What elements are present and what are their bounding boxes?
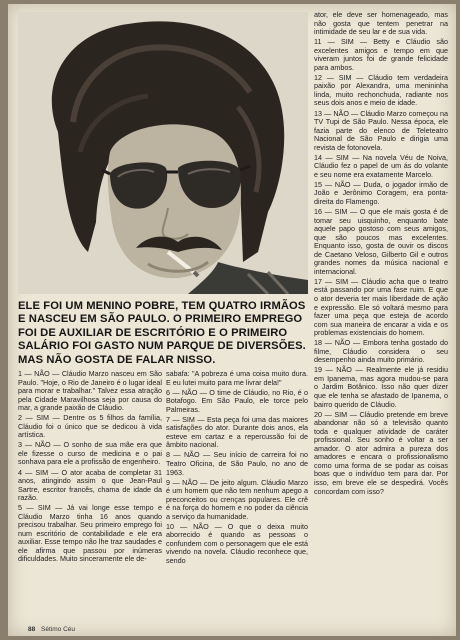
answer-paragraph: 15 — NÃO — Duda, o jogador irmão de João e Jerônimo Coragem, era ponta-direita do Flamengo. xyxy=(314,179,448,206)
answer-paragraph: sabafa: "A pobreza é uma coisa muito dura. E eu lutei muito para me livrar dela!" xyxy=(166,369,308,387)
answer-paragraph: 3 — NÃO — O sonho de sua mãe era que ele fizesse o curso de medicina e o pai sonhava para ele a profissão de engenheiro. xyxy=(18,440,162,467)
answer-paragraph: 8 — NÃO — Seu início de carreira foi no Teatro Oficina, de São Paulo, no ano de 1963. xyxy=(166,450,308,477)
answer-paragraph: 18 — NÃO — Embora tenha gostado do filme, Cláudio considera o seu desempenho ainda muito primário. xyxy=(314,338,448,365)
magazine-page xyxy=(8,4,456,636)
page-number: 88 xyxy=(28,626,36,633)
answer-paragraph: 14 — SIM — Na novela Véu de Noiva, Cláudio fez o papel de um ás do volante e seu nome era exatamente Marcelo. xyxy=(314,152,448,179)
answer-paragraph: 5 — SIM — Já vai longe esse tempo e Cláudio Marzo tinha 16 anos quando precisou trabalhar. Seu primeiro emprego foi num escritório de contabilidade e ele era auxiliar. Esse tempo não lhe traz saudades e ele afirma que passou por inúmeras dificuldades. Muito sinceramente ele de- xyxy=(18,503,162,564)
text-column-left xyxy=(18,370,162,566)
magazine-name: Sétimo Céu xyxy=(41,626,76,633)
portrait-photo xyxy=(18,12,308,294)
answer-paragraph: 17 — SIM — Cláudio acha que o teatro está passando por uma fase ruim. E que o ator deveria ter mais liberdade de ação e expressão. Ele só voltará mesmo para fazer uma peça que esteja de acordo com sua maneira de encarar a vida e os problemas existenciais do homem. xyxy=(314,276,448,338)
answer-paragraph: 16 — SIM — O que ele mais gosta é de tomar seu uisquinho, enquanto bate aquele papo gostoso com seus amigos, que são poucos mas excelentes. Enquanto isso, gosta de ouvir os discos de Caetano Veloso, Gilberto Gil e outros grandes nomes da música nacional e internacional. xyxy=(314,207,448,276)
answer-paragraph: 4 — SIM — O ator acaba de completar 31 anos, atingindo assim o que Jean-Paul Sartre, escritor francês, chama de idade da razão. xyxy=(18,467,162,503)
answer-paragraph: 13 — NÃO — Cláudio Marzo começou na TV Tupi de São Paulo. Nessa época, ele fazia parte do elenco de Teleteatro Nacional de São Paulo e dirigia uma revista de fotonovela. xyxy=(314,108,448,152)
page-footer xyxy=(28,626,75,633)
answer-paragraph: ator, ele deve ser homenageado, mas não gosta que tentem penetrar na intimidade de seu lar e de sua vida. xyxy=(314,10,448,37)
answer-paragraph: 12 — SIM — Cláudio tem verdadeira paixão por Alexandra, uma menininha linda, muito rechonchuda, radiante nos seus dois anos e meio de idade. xyxy=(314,72,448,108)
answer-paragraph: 1 — NÃO — Cláudio Marzo nasceu em São Paulo. "Hoje, o Rio de Janeiro é o lugar ideal para morar e trabalhar." Talvez essa atração pela Cidade Maravilhosa seja por causa do mar, a grande paixão de Cláudio. xyxy=(18,369,162,413)
answer-paragraph: 2 — SIM — Dentre os 5 filhos da família, Cláudio foi o único que se dedicou à vida artística. xyxy=(18,413,162,440)
answer-paragraph: 10 — NÃO — O que o deixa muito aborrecido é quando as pessoas o confundem com o personagem que ele está vivendo na novela. Cláudio reconhece que, sendo xyxy=(166,521,308,565)
text-column-right xyxy=(314,11,448,498)
answer-paragraph: 7 — SIM — Esta peça foi uma das maiores satisfações do ator. Durante dois anos, ela esteve em cartaz e a repercussão foi de âmbito nacional. xyxy=(166,414,308,450)
page-headline: ELE FOI UM MENINO POBRE, TEM QUATRO IRMÃOS E NASCEU EM SÃO PAULO. O PRIMEIRO EMPREGO FOI DE AUXILIAR DE ESCRITÓRIO E O PRIMEIRO SALÁRIO FOI GASTO NUM PARQUE DE DIVERSÕES. MAS NÃO GOSTA DE FALAR NISSO. xyxy=(18,300,306,366)
portrait-image xyxy=(18,12,308,294)
answer-paragraph: 20 — SIM — Cláudio pretende em breve abandonar não só a televisão quanto toda e qualquer atividade de caráter profissional. Seu sonho é voltar a ser amador. O ator admira a pureza dos amadores e encara o profissionalismo como uma forma de se podar as coisas boas que o indivíduo tem para dar. Por isso, em breve ele se despedirá. Vocês concordam com isso? xyxy=(314,409,448,496)
text-column-middle xyxy=(166,370,308,567)
answer-paragraph: 19 — NÃO — Realmente ele já residiu em Ipanema, mas agora mudou-se para o Jardim Botânico. Isso não quer dizer que ele tenha se afastado de Ipanema, o bairro querido de Cláudio. xyxy=(314,365,448,409)
answer-paragraph: 11 — SIM — Betty e Cláudio são excelentes amigos e tempo em que viveram juntos foi de grande felicidade para ambos. xyxy=(314,37,448,72)
answer-paragraph: 6 — NÃO — O time de Cláudio, no Rio, é o Botafogo. Em São Paulo, ele torce pelo Palmeiras. xyxy=(166,387,308,414)
answer-paragraph: 9 — NÃO — De jeito algum. Cláudio Marzo é um homem que não tem nenhum apego a preconceitos ou crenças populares. Ele crê é na força do homem e no poder da ciência a serviço da humanidade. xyxy=(166,477,308,521)
